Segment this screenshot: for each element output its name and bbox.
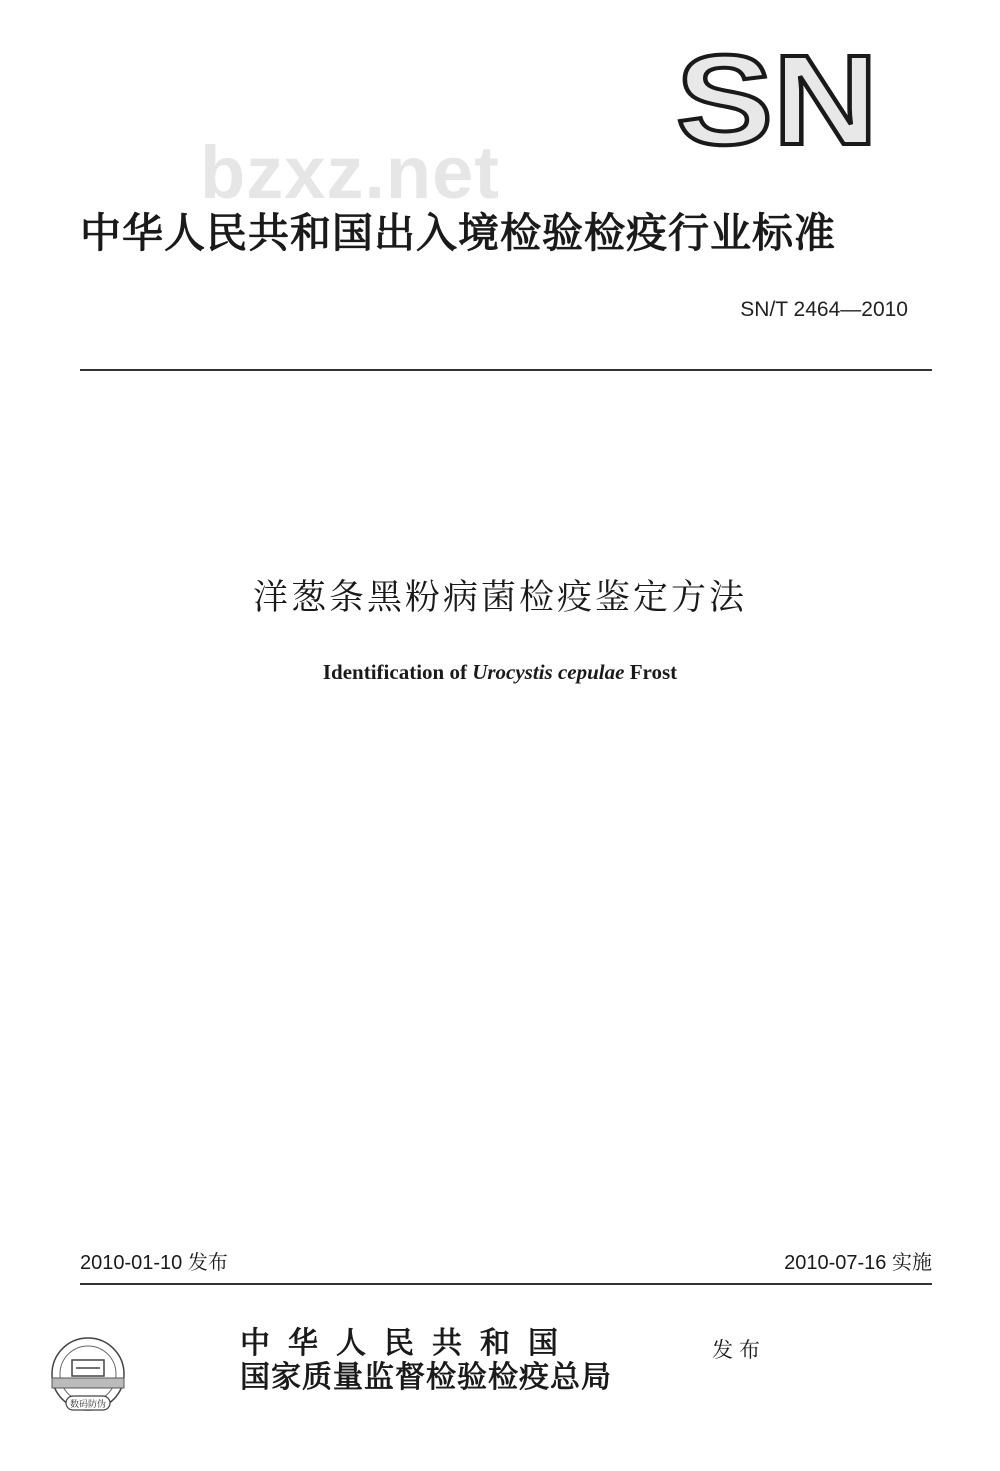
subtitle-species: Urocystis cepulae (472, 660, 625, 684)
issuer-line-1: 中华人民共和国 (240, 1326, 576, 1361)
watermark: bzxz.net (200, 131, 500, 214)
document-title: 洋葱条黑粉病菌检疫鉴定方法 (252, 578, 747, 618)
implementation-date: 2010-07-16 实施 (784, 1252, 932, 1274)
subtitle-prefix: Identification of (322, 660, 473, 684)
issuer-line-2: 国家质量监督检验检疫总局 (240, 1360, 612, 1395)
subtitle-suffix: Frost (624, 660, 678, 684)
sn-logo (672, 44, 882, 154)
header-title: 中华人民共和国出入境检验检疫行业标准 (80, 209, 836, 257)
seal-label: 数码防伪 (69, 1400, 107, 1410)
publisher-seal-icon (40, 1334, 136, 1420)
sn-logo-text: SN (676, 44, 878, 154)
publish-label: 发布 (712, 1338, 766, 1362)
top-divider (80, 369, 932, 371)
bottom-divider (80, 1283, 932, 1285)
standard-number: SN/T 2464—2010 (740, 298, 908, 321)
document-subtitle (0, 660, 1000, 685)
issue-date: 2010-01-10 发布 (80, 1252, 228, 1274)
